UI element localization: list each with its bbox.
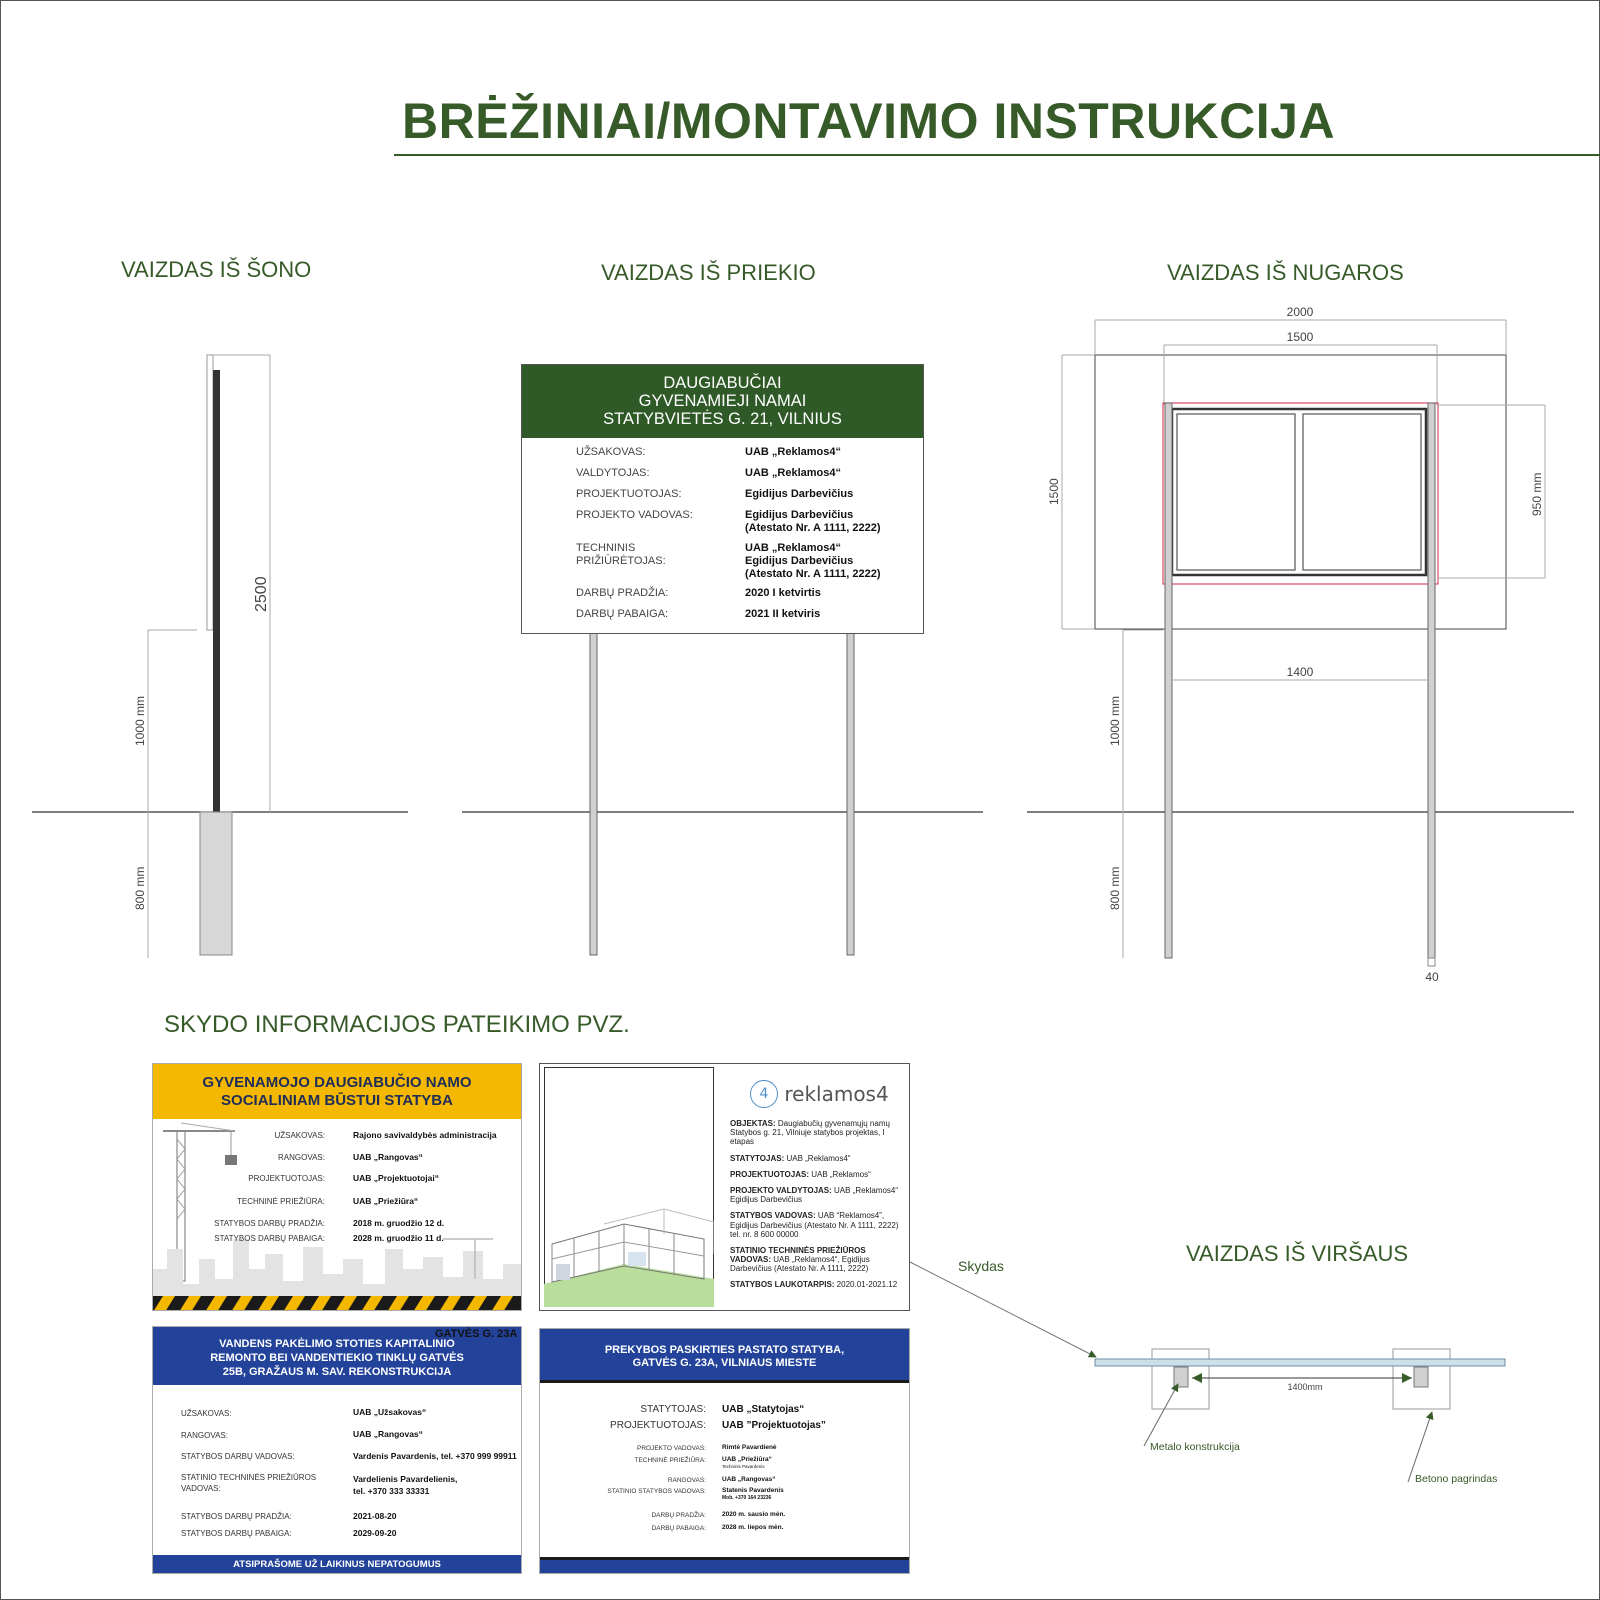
construction-illustration bbox=[153, 1119, 521, 1311]
example1-header-line: SOCIALINIAM BŪSTUI STATYBA bbox=[221, 1092, 453, 1109]
back-right-post bbox=[1428, 403, 1435, 958]
example-sign-3 bbox=[539, 1063, 910, 1311]
example1-value: Rajono savivaldybės administracija bbox=[353, 1130, 497, 1140]
front-sign-header bbox=[522, 365, 923, 438]
examples-heading: SKYDO INFORMACIJOS PATEIKIMO PVZ. bbox=[164, 1011, 630, 1038]
back-view-label: VAIZDAS IŠ NUGAROS bbox=[1167, 260, 1404, 285]
front-sign-label: VALDYTOJAS: bbox=[576, 467, 650, 479]
example4-label: STATINIO STATYBOS VADOVAS: bbox=[607, 1488, 706, 1495]
back-panel-height-label: 1500 bbox=[1047, 478, 1061, 505]
back-width-label: 2000 bbox=[1286, 305, 1314, 319]
front-sign-value: Egidijus Darbevičius bbox=[745, 488, 854, 500]
concrete-pointer bbox=[1408, 1412, 1432, 1482]
example1-label: STATYBOS DARBŲ PRADŽIA: bbox=[214, 1219, 325, 1228]
front-left-post bbox=[590, 633, 597, 955]
example4-header-line: GATVĖS G. 23A, VILNIAUS MIESTE bbox=[632, 1357, 817, 1369]
example4-big-label: PROJEKTUOTOJAS: bbox=[610, 1420, 706, 1431]
example1-label: UŽSAKOVAS: bbox=[274, 1131, 325, 1140]
side-view-drawing bbox=[32, 355, 408, 958]
example2-value: Vardelienis Pavardelienis, tel. +370 333 33331 bbox=[353, 1474, 458, 1496]
front-sign-header-line: DAUGIABUČIAI bbox=[663, 374, 782, 392]
front-right-post bbox=[847, 633, 854, 955]
example2-value: UAB „Rangovas“ bbox=[353, 1429, 423, 1439]
example2-footer: ATSIPRAŠOME UŽ LAIKINUS NEPATOGUMUS bbox=[153, 1555, 521, 1574]
reklamos4-logo bbox=[750, 1080, 889, 1108]
example4-value: Rimtė Pavardienė bbox=[722, 1444, 777, 1451]
example1-header-line: GYVENAMOJO DAUGIABUČIO NAMO bbox=[202, 1074, 472, 1091]
side-post bbox=[213, 370, 220, 812]
example1-label: RANGOVAS: bbox=[278, 1153, 325, 1162]
side-concrete-base bbox=[200, 812, 232, 955]
example4-value: UAB „Priežiūra“ bbox=[722, 1456, 772, 1463]
side-panel-edge bbox=[207, 355, 213, 630]
logo-mark-icon: 4 bbox=[750, 1080, 778, 1108]
example4-label: PROJEKTO VADOVAS: bbox=[637, 1445, 706, 1452]
building-illustration bbox=[544, 1204, 714, 1307]
example2-value: Vardenis Pavardenis, tel. +370 999 99911 bbox=[353, 1451, 517, 1461]
example4-big-value: UAB „Statytojas“ bbox=[722, 1404, 805, 1415]
front-sign bbox=[521, 364, 924, 634]
example4-header-line: PREKYBOS PASKIRTIES PASTATO STATYBA, bbox=[604, 1344, 845, 1356]
front-sign-label: UŽSAKOVAS: bbox=[576, 446, 646, 458]
front-sign-label: PROJEKTO VADOVAS: bbox=[576, 509, 693, 521]
example2-label: STATYBOS DARBŲ PABAIGA: bbox=[181, 1529, 292, 1538]
side-height-label: 2500 bbox=[253, 576, 270, 612]
example3-block: STATINIO TECHNINĖS PRIEŽIŪROS VADOVAS: UAB „Reklamos4“, Egidijus Darbevičius (Atestato Nr. A 1111, 2222) bbox=[730, 1245, 870, 1274]
example3-block: STATYTOJAS: UAB „Reklamos4“ bbox=[730, 1153, 851, 1163]
example2-label: UŽSAKOVAS: bbox=[181, 1409, 232, 1418]
example1-label: STATYBOS DARBŲ PABAIGA: bbox=[214, 1234, 325, 1243]
top-view-label: VAIZDAS IŠ VIRŠAUS bbox=[1186, 1241, 1409, 1266]
skydas-pointer bbox=[910, 1262, 1096, 1357]
right-post-top bbox=[1414, 1367, 1428, 1387]
front-sign-label: DARBŲ PABAIGA: bbox=[576, 608, 669, 620]
top-spacing-label: 1400mm bbox=[1287, 1382, 1323, 1392]
example4-value: UAB „Rangovas“ bbox=[722, 1476, 776, 1483]
example4-sub: Mob. +370 164 23236 bbox=[722, 1495, 772, 1501]
front-sign-value: Egidijus Darbevičius (Atestato Nr. A 1111, 2222) bbox=[745, 509, 881, 534]
front-sign-value: UAB „Reklamos4“ bbox=[745, 467, 841, 479]
example2-value: 2029-09-20 bbox=[353, 1528, 397, 1538]
post-width-label: 40 bbox=[1425, 970, 1439, 984]
example1-value: 2018 m. gruodžio 12 d. bbox=[353, 1218, 445, 1228]
example4-big-value: UAB ”Projektuotojas” bbox=[722, 1420, 826, 1431]
logo-text: reklamos4 bbox=[784, 1082, 889, 1106]
front-sign-value: UAB „Reklamos4“ bbox=[745, 446, 841, 458]
back-panel-width-label: 1500 bbox=[1286, 330, 1314, 344]
example3-block: PROJEKTO VALDYTOJAS: UAB „Reklamos4“ Egidijus Darbevičius bbox=[730, 1185, 899, 1205]
metal-construction-label: Metalo konstrukcija bbox=[1150, 1441, 1240, 1453]
example2-header-line: 25B, GRAŽAUS M. SAV. REKONSTRUKCIJA bbox=[222, 1366, 452, 1378]
back-above-ground-label: 1000 mm bbox=[1108, 695, 1122, 746]
skydas-label: Skydas bbox=[958, 1258, 1004, 1274]
example4-label: DARBŲ PABAIGA: bbox=[651, 1525, 706, 1532]
front-sign-value: UAB „Reklamos4“ Egidijus Darbevičius (Atestato Nr. A 1111, 2222) bbox=[745, 542, 881, 580]
top-panel bbox=[1095, 1359, 1505, 1366]
example4-label: RANGOVAS: bbox=[667, 1477, 706, 1484]
front-sign-label: DARBŲ PRADŽIA: bbox=[576, 587, 669, 599]
example2-value: UAB „Užsakovas“ bbox=[353, 1407, 427, 1417]
example2-value: 2021-08-20 bbox=[353, 1511, 397, 1521]
side-above-ground-label: 1000 mm bbox=[133, 695, 147, 746]
example1-header bbox=[153, 1064, 521, 1119]
example4-value: Statenis Pavardenis bbox=[722, 1487, 784, 1494]
front-view-label: VAIZDAS IŠ PRIEKIO bbox=[601, 260, 816, 285]
example4-label: TECHNINĖ PRIEŽIŪRA: bbox=[634, 1457, 706, 1464]
example4-sub: Techninis Pavardenis bbox=[722, 1464, 765, 1469]
example2-header-line: VANDENS PAKĖLIMO STOTIES KAPITALINIO bbox=[219, 1338, 455, 1350]
back-frame-height-label: 950 mm bbox=[1530, 472, 1544, 516]
example2-overlay-text: GATVĖS G. 23A bbox=[435, 1328, 518, 1340]
front-sign-value: 2020 I ketvirtis bbox=[745, 587, 821, 599]
example3-block: PROJEKTUOTOJAS: UAB „Reklamos“ bbox=[730, 1169, 871, 1179]
example-sign-1 bbox=[152, 1063, 522, 1311]
front-sign-value: 2021 II ketviris bbox=[745, 608, 821, 620]
concrete-base-label: Betono pagrindas bbox=[1415, 1473, 1498, 1485]
example2-label: STATYBOS DARBŲ VADOVAS: bbox=[181, 1452, 295, 1461]
back-left-post bbox=[1165, 403, 1172, 958]
example2-label: STATINIO TECHNINĖS PRIEŽIŪROS VADOVAS: bbox=[181, 1473, 317, 1493]
side-view-label: VAIZDAS IŠ ŠONO bbox=[121, 257, 312, 282]
example4-value: 2028 m. liepos mėn. bbox=[722, 1524, 784, 1531]
example1-value: 2028 m. gruodžio 11 d. bbox=[353, 1233, 444, 1243]
front-sign-header-line: GYVENAMIEJI NAMAI bbox=[638, 392, 807, 410]
example1-value: UAB „Rangovas“ bbox=[353, 1152, 423, 1162]
front-sign-label: TECHNINIS PRIŽIŪRĖTOJAS: bbox=[576, 542, 666, 567]
page-title: BRĖŽINIAI/MONTAVIMO INSTRUKCIJA bbox=[402, 93, 1336, 149]
front-view-drawing bbox=[462, 633, 983, 955]
top-view-drawing bbox=[900, 1250, 1600, 1510]
example3-block: OBJEKTAS: Daugiabučių gyvenamųjų namų Statybos g. 21, Vilniuje statybos projektas, I etapas bbox=[730, 1119, 890, 1147]
side-below-ground-label: 800 mm bbox=[133, 866, 147, 910]
example1-value: UAB „Projektuotojai“ bbox=[353, 1173, 439, 1183]
front-sign-label: PROJEKTUOTOJAS: bbox=[576, 488, 682, 500]
post-spacing-label: 1400 bbox=[1286, 665, 1314, 679]
example4-label: DARBŲ PRADŽIA: bbox=[651, 1512, 706, 1519]
back-below-ground-label: 800 mm bbox=[1108, 866, 1122, 910]
example3-text bbox=[730, 1119, 902, 1297]
example1-label: PROJEKTUOTOJAS: bbox=[248, 1174, 325, 1183]
example-sign-2 bbox=[152, 1326, 522, 1574]
example4-footer-bar bbox=[540, 1557, 909, 1574]
example1-label: TECHNINĖ PRIEŽIŪRA: bbox=[236, 1197, 325, 1206]
example4-big-label: STATYTOJAS: bbox=[640, 1404, 706, 1415]
example2-header-line: REMONTO BEI VANDENTIEKIO TINKLŲ GATVĖS bbox=[210, 1352, 464, 1364]
example2-label: STATYBOS DARBŲ PRADŽIA: bbox=[181, 1512, 292, 1521]
example2-label: RANGOVAS: bbox=[181, 1431, 228, 1440]
left-post-top bbox=[1174, 1367, 1188, 1387]
example3-block: STATYBOS LAUKOTARPIS: 2020.01-2021.12 bbox=[730, 1280, 898, 1290]
front-sign-header-line: STATYBVIETĖS G. 21, VILNIUS bbox=[603, 410, 842, 428]
back-view-drawing bbox=[1027, 305, 1574, 984]
example4-value: 2020 m. sausio mėn. bbox=[722, 1511, 786, 1518]
example-sign-4 bbox=[539, 1328, 910, 1574]
example4-header bbox=[540, 1329, 909, 1383]
example1-value: UAB „Priežiūra“ bbox=[353, 1196, 419, 1206]
example3-block: STATYBOS VADOVAS: UAB “Reklamos4”, Egidijus Darbevičius (Atestato Nr. A 1111, 2222) tel. nr. 8 600 00000 bbox=[730, 1211, 899, 1239]
